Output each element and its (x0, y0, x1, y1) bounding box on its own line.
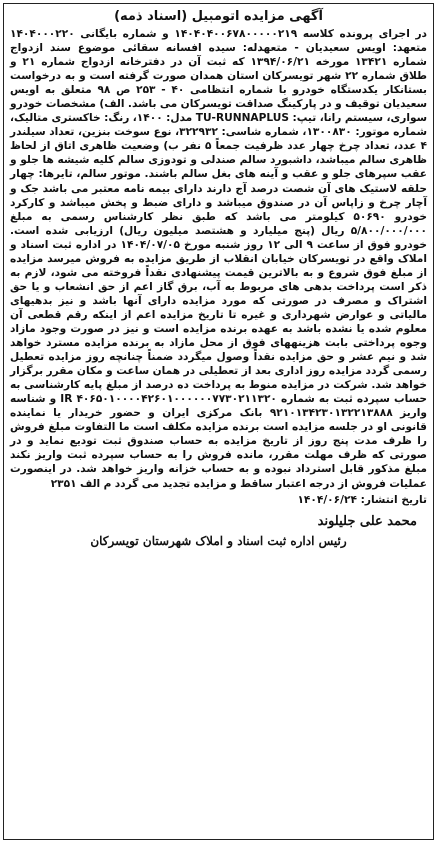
publish-date: تاریخ انتشار: ۱۴۰۴/۰۶/۲۴ (297, 493, 427, 506)
signer-name: محمد علی جلیلوند (317, 513, 417, 529)
signer-title: رئیس اداره ثبت اسناد و املاک شهرستان تویسرکان (90, 533, 347, 548)
notice-box (3, 3, 434, 840)
notice-body: در اجرای پرونده کلاسه ۱۴۰۴۰۴۰۰۶۷۸۰۰۰۰۰۲۱۹ و شماره بایگانی ۱۴۰۴۰۰۰۲۲۰ متعهد: اویس سعیدیان - متعهدله: سیده افسانه سقائی موضوع سند ازدواج شماره ۱۳۴۲۱ مورخه ۱۳۹۴/۰۶/۲۱ که ثبت آن در دفترخانه ازدواج شماره ۲۱ و طلاق شماره ۲۲ شهر تویسرکان استان همدان صورت گرفته است و به درخواست بستانکار یکدستگاه خودرو با شماره انتظامی ۴۰ - ۲۵۳ ص ۹۸ متعلق به اویس سعیدیان توقیف و در پارکینگ صداقت تویسرکان می باشد. الف) مشخصات خودرو سواری، سیستم رانا، تیپ: TU-RUNNAPLUS مدل: ۱۴۰۰، رنگ: خاکستری متالیک، شماره موتور: ۱۳۰۰۸۳۰، شماره شاسی: ۳۲۲۹۳۲، نوع سوخت بنزین، تعداد سیلندر ۴ عدد، تعداد چرخ چهار عدد ظرفیت جمعاً ۵ نفر ب) وضعیت ظاهری اتاق از لحاظ ظاهری سالم میباشد، داشبورد سالم صندلی و تودوزی سالم کلیه شیشه ها جلو و عقب سپرهای جلو و عقب و آینه های بغل سالم باشند. موتور سالم، تایرها: چهار حلقه لاستیک های آن شصت درصد آج دارند دارای بیمه نامه معتبر می باشد جک و آچار چرخ و زاپاس آن در صندوق میباشد و دارای ضبط و پخش میباشد و کارکرد خودرو ۵۰۶۹۰ کیلومتر می باشد که طبق نظر کارشناس رسمی به مبلغ ۵/۸۰۰/۰۰۰/۰۰۰ ریال (پنج میلیارد و هشتصد میلیون ریال) ارزیابی شده است. خودرو فوق از ساعت ۹ الی ۱۲ روز شنبه مورخ ۱۴۰۴/۰۷/۰۵ در اداره ثبت اسناد و املاک واقع در تویسرکان خیابان انقلاب از طریق مزایده به فروش میرسد مزایده از مبلغ فوق شروع و به بالاترین قیمت پیشنهادی نقداً فروخته می شود، لازم به ذکر است پرداخت بدهی های مربوط به آب، برق گاز اعم از حق انشعاب و یا حق اشتراک و مصرف در صورتی که مورد مزایده دارای آنها باشد و نیز بدهیهای مالیاتی و عوارض شهرداری و غیره تا تاریخ مزایده اعم از اینکه رقم قطعی آن معلوم شده یا نشده باشد به عهده برنده مزایده است و نیز در صورت وجود مازاد وجوه پرداختی بابت هزینههای فوق از محل مازاد به برنده مزایده مسترد خواهد شد و نیم عشر و حق مزایده نقداً وصول میگردد ضمناً چنانچه روز مزایده تعطیل رسمی گردد مزایده روز اداری بعد از تعطیلی در همان ساعت و مکان مقرر برگزار خواهد شد. شرکت در مزایده منوط به پرداخت ده درصد از مبلغ پایه کارشناسی به حساب سپرده ثبت به شماره ۴۰۶۵۰۱۰۰۰۰۴۲۶۰۱۰۰۰۰۰۰۷۷۳۰۲۱۱۳۲۰ IR و شناسه واریز ۹۲۱۰۱۳۴۲۳۰۱۳۲۲۱۳۸۸۸ بانک مرکزی ایران و حضور خریدار یا نماینده قانونی او در جلسه مزایده است برنده مزایده مکلف است ما التفاوت مبلغ فروش را ظرف مدت پنج روز از تاریخ مزایده به حساب صندوق ثبت تودیع نماید و در صورتی که ظرف مهلت مقرر، مانده فروش را به حساب سپرده ثبت واریز نکند مبلغ مذکور قابل استرداد نبوده و به حساب خزانه واریز خواهد شد. در اینصورت عملیات فروش از درجه اعتبار ساقط و مزایده تجدید می گردد م الف ۲۳۵۱ (10, 28, 428, 490)
notice-title: آگهی مزایده اتومبیل (اسناد ذمه) (114, 9, 323, 24)
